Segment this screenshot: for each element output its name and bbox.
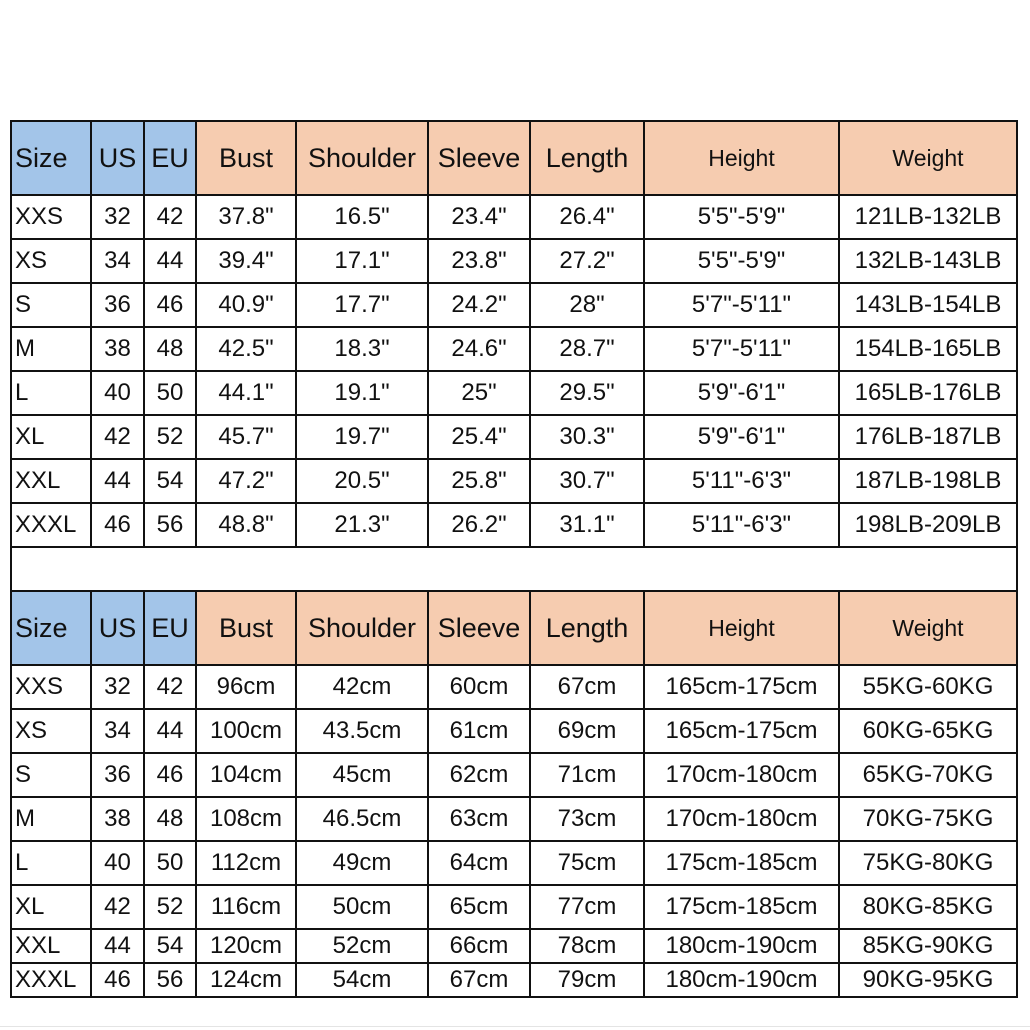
metric-header-height: Height (644, 591, 839, 665)
metric-cell-height: 170cm-180cm (644, 797, 839, 841)
section-spacer (11, 547, 1017, 591)
metric-cell-us: 36 (91, 753, 144, 797)
metric-cell-us: 38 (91, 797, 144, 841)
imperial-cell-sleeve: 25" (428, 371, 530, 415)
metric-cell-height: 180cm-190cm (644, 963, 839, 997)
imperial-header-weight: Weight (839, 121, 1017, 195)
imperial-cell-sleeve: 23.8" (428, 239, 530, 283)
metric-header-us: US (91, 591, 144, 665)
table-row (11, 503, 1017, 547)
metric-cell-length: 78cm (530, 929, 644, 963)
metric-cell-bust: 104cm (196, 753, 296, 797)
metric-header-weight: Weight (839, 591, 1017, 665)
metric-cell-shoulder: 45cm (296, 753, 428, 797)
metric-cell-us: 42 (91, 885, 144, 929)
imperial-cell-shoulder: 16.5" (296, 195, 428, 239)
metric-cell-height: 165cm-175cm (644, 665, 839, 709)
metric-cell-size: L (11, 841, 91, 885)
metric-cell-us: 44 (91, 929, 144, 963)
table-row (11, 885, 1017, 929)
imperial-cell-size: S (11, 283, 91, 327)
metric-cell-length: 69cm (530, 709, 644, 753)
metric-cell-bust: 108cm (196, 797, 296, 841)
table-row (11, 239, 1017, 283)
imperial-cell-sleeve: 23.4" (428, 195, 530, 239)
metric-cell-size: XXS (11, 665, 91, 709)
imperial-cell-eu: 42 (144, 195, 196, 239)
metric-cell-length: 67cm (530, 665, 644, 709)
metric-cell-eu: 46 (144, 753, 196, 797)
section-spacer-row (11, 547, 1017, 591)
imperial-cell-eu: 50 (144, 371, 196, 415)
metric-cell-size: XL (11, 885, 91, 929)
imperial-cell-us: 38 (91, 327, 144, 371)
metric-cell-length: 77cm (530, 885, 644, 929)
imperial-cell-bust: 42.5" (196, 327, 296, 371)
imperial-cell-length: 28" (530, 283, 644, 327)
metric-cell-eu: 56 (144, 963, 196, 997)
metric-cell-sleeve: 67cm (428, 963, 530, 997)
imperial-cell-size: M (11, 327, 91, 371)
imperial-cell-size: XL (11, 415, 91, 459)
imperial-cell-us: 44 (91, 459, 144, 503)
imperial-cell-length: 30.3" (530, 415, 644, 459)
metric-cell-size: S (11, 753, 91, 797)
metric-cell-sleeve: 62cm (428, 753, 530, 797)
imperial-cell-height: 5'11"-6'3" (644, 503, 839, 547)
imperial-cell-us: 34 (91, 239, 144, 283)
size-chart-table (10, 120, 1018, 998)
metric-cell-shoulder: 46.5cm (296, 797, 428, 841)
metric-cell-height: 170cm-180cm (644, 753, 839, 797)
metric-cell-shoulder: 49cm (296, 841, 428, 885)
imperial-cell-height: 5'9"-6'1" (644, 371, 839, 415)
imperial-header-sleeve: Sleeve (428, 121, 530, 195)
imperial-cell-height: 5'5"-5'9" (644, 239, 839, 283)
metric-cell-size: XS (11, 709, 91, 753)
metric-cell-us: 32 (91, 665, 144, 709)
metric-cell-weight: 80KG-85KG (839, 885, 1017, 929)
table-row (11, 709, 1017, 753)
imperial-cell-weight: 121LB-132LB (839, 195, 1017, 239)
imperial-cell-bust: 47.2" (196, 459, 296, 503)
metric-cell-bust: 100cm (196, 709, 296, 753)
imperial-cell-eu: 54 (144, 459, 196, 503)
metric-cell-height: 180cm-190cm (644, 929, 839, 963)
metric-cell-length: 79cm (530, 963, 644, 997)
table-row (11, 929, 1017, 963)
imperial-cell-weight: 165LB-176LB (839, 371, 1017, 415)
metric-cell-eu: 52 (144, 885, 196, 929)
imperial-header-length: Length (530, 121, 644, 195)
imperial-cell-height: 5'7"-5'11" (644, 283, 839, 327)
metric-cell-height: 175cm-185cm (644, 841, 839, 885)
imperial-cell-us: 46 (91, 503, 144, 547)
imperial-cell-length: 27.2" (530, 239, 644, 283)
metric-cell-weight: 60KG-65KG (839, 709, 1017, 753)
imperial-header-shoulder: Shoulder (296, 121, 428, 195)
metric-cell-sleeve: 64cm (428, 841, 530, 885)
metric-cell-length: 73cm (530, 797, 644, 841)
imperial-cell-length: 29.5" (530, 371, 644, 415)
metric-cell-shoulder: 50cm (296, 885, 428, 929)
metric-cell-size: XXXL (11, 963, 91, 997)
metric-cell-shoulder: 52cm (296, 929, 428, 963)
metric-cell-us: 34 (91, 709, 144, 753)
imperial-cell-us: 36 (91, 283, 144, 327)
imperial-cell-weight: 198LB-209LB (839, 503, 1017, 547)
metric-cell-sleeve: 61cm (428, 709, 530, 753)
metric-cell-sleeve: 60cm (428, 665, 530, 709)
metric-cell-size: XXL (11, 929, 91, 963)
metric-header-row (11, 591, 1017, 665)
table-row (11, 371, 1017, 415)
imperial-cell-shoulder: 19.1" (296, 371, 428, 415)
page-bottom-divider (0, 1026, 1030, 1027)
metric-cell-shoulder: 43.5cm (296, 709, 428, 753)
table-row (11, 283, 1017, 327)
imperial-header-size: Size (11, 121, 91, 195)
imperial-cell-height: 5'5"-5'9" (644, 195, 839, 239)
size-chart-body (11, 121, 1017, 997)
metric-cell-height: 175cm-185cm (644, 885, 839, 929)
metric-cell-weight: 70KG-75KG (839, 797, 1017, 841)
imperial-cell-eu: 44 (144, 239, 196, 283)
imperial-cell-us: 40 (91, 371, 144, 415)
table-row (11, 459, 1017, 503)
metric-cell-shoulder: 42cm (296, 665, 428, 709)
metric-cell-bust: 120cm (196, 929, 296, 963)
metric-cell-weight: 85KG-90KG (839, 929, 1017, 963)
imperial-cell-eu: 56 (144, 503, 196, 547)
imperial-cell-weight: 187LB-198LB (839, 459, 1017, 503)
table-row (11, 963, 1017, 997)
table-row (11, 841, 1017, 885)
imperial-header-us: US (91, 121, 144, 195)
imperial-header-row (11, 121, 1017, 195)
imperial-header-height: Height (644, 121, 839, 195)
table-row (11, 195, 1017, 239)
metric-header-length: Length (530, 591, 644, 665)
metric-cell-bust: 124cm (196, 963, 296, 997)
imperial-cell-weight: 154LB-165LB (839, 327, 1017, 371)
metric-cell-shoulder: 54cm (296, 963, 428, 997)
imperial-cell-bust: 40.9" (196, 283, 296, 327)
metric-cell-us: 46 (91, 963, 144, 997)
imperial-cell-size: XXL (11, 459, 91, 503)
imperial-cell-sleeve: 26.2" (428, 503, 530, 547)
imperial-cell-bust: 39.4" (196, 239, 296, 283)
metric-cell-eu: 48 (144, 797, 196, 841)
metric-cell-eu: 44 (144, 709, 196, 753)
imperial-cell-length: 28.7" (530, 327, 644, 371)
table-row (11, 415, 1017, 459)
imperial-cell-weight: 143LB-154LB (839, 283, 1017, 327)
imperial-cell-shoulder: 19.7" (296, 415, 428, 459)
metric-cell-weight: 65KG-70KG (839, 753, 1017, 797)
imperial-cell-shoulder: 21.3" (296, 503, 428, 547)
imperial-cell-eu: 46 (144, 283, 196, 327)
imperial-cell-shoulder: 20.5" (296, 459, 428, 503)
imperial-cell-shoulder: 17.1" (296, 239, 428, 283)
imperial-cell-size: XXXL (11, 503, 91, 547)
imperial-cell-sleeve: 24.6" (428, 327, 530, 371)
metric-cell-us: 40 (91, 841, 144, 885)
imperial-cell-length: 30.7" (530, 459, 644, 503)
table-row (11, 327, 1017, 371)
metric-cell-eu: 50 (144, 841, 196, 885)
imperial-cell-weight: 176LB-187LB (839, 415, 1017, 459)
imperial-cell-shoulder: 17.7" (296, 283, 428, 327)
metric-cell-bust: 112cm (196, 841, 296, 885)
imperial-cell-eu: 48 (144, 327, 196, 371)
metric-cell-weight: 90KG-95KG (839, 963, 1017, 997)
table-row (11, 797, 1017, 841)
imperial-cell-height: 5'11"-6'3" (644, 459, 839, 503)
imperial-cell-us: 32 (91, 195, 144, 239)
imperial-cell-us: 42 (91, 415, 144, 459)
metric-header-eu: EU (144, 591, 196, 665)
metric-cell-eu: 42 (144, 665, 196, 709)
imperial-cell-size: XXS (11, 195, 91, 239)
metric-cell-length: 71cm (530, 753, 644, 797)
metric-cell-bust: 116cm (196, 885, 296, 929)
metric-cell-length: 75cm (530, 841, 644, 885)
imperial-cell-sleeve: 25.4" (428, 415, 530, 459)
imperial-cell-length: 31.1" (530, 503, 644, 547)
table-row (11, 665, 1017, 709)
imperial-cell-eu: 52 (144, 415, 196, 459)
imperial-cell-weight: 132LB-143LB (839, 239, 1017, 283)
metric-header-shoulder: Shoulder (296, 591, 428, 665)
imperial-cell-bust: 37.8" (196, 195, 296, 239)
imperial-cell-height: 5'7"-5'11" (644, 327, 839, 371)
imperial-cell-size: XS (11, 239, 91, 283)
metric-header-size: Size (11, 591, 91, 665)
metric-cell-size: M (11, 797, 91, 841)
imperial-cell-bust: 45.7" (196, 415, 296, 459)
imperial-cell-length: 26.4" (530, 195, 644, 239)
table-row (11, 753, 1017, 797)
imperial-cell-height: 5'9"-6'1" (644, 415, 839, 459)
metric-cell-eu: 54 (144, 929, 196, 963)
metric-cell-weight: 55KG-60KG (839, 665, 1017, 709)
imperial-cell-bust: 44.1" (196, 371, 296, 415)
imperial-header-eu: EU (144, 121, 196, 195)
metric-cell-sleeve: 66cm (428, 929, 530, 963)
imperial-cell-sleeve: 25.8" (428, 459, 530, 503)
metric-header-bust: Bust (196, 591, 296, 665)
metric-cell-bust: 96cm (196, 665, 296, 709)
metric-cell-sleeve: 65cm (428, 885, 530, 929)
metric-cell-sleeve: 63cm (428, 797, 530, 841)
imperial-header-bust: Bust (196, 121, 296, 195)
imperial-cell-bust: 48.8" (196, 503, 296, 547)
metric-cell-weight: 75KG-80KG (839, 841, 1017, 885)
imperial-cell-size: L (11, 371, 91, 415)
imperial-cell-shoulder: 18.3" (296, 327, 428, 371)
imperial-cell-sleeve: 24.2" (428, 283, 530, 327)
metric-header-sleeve: Sleeve (428, 591, 530, 665)
metric-cell-height: 165cm-175cm (644, 709, 839, 753)
